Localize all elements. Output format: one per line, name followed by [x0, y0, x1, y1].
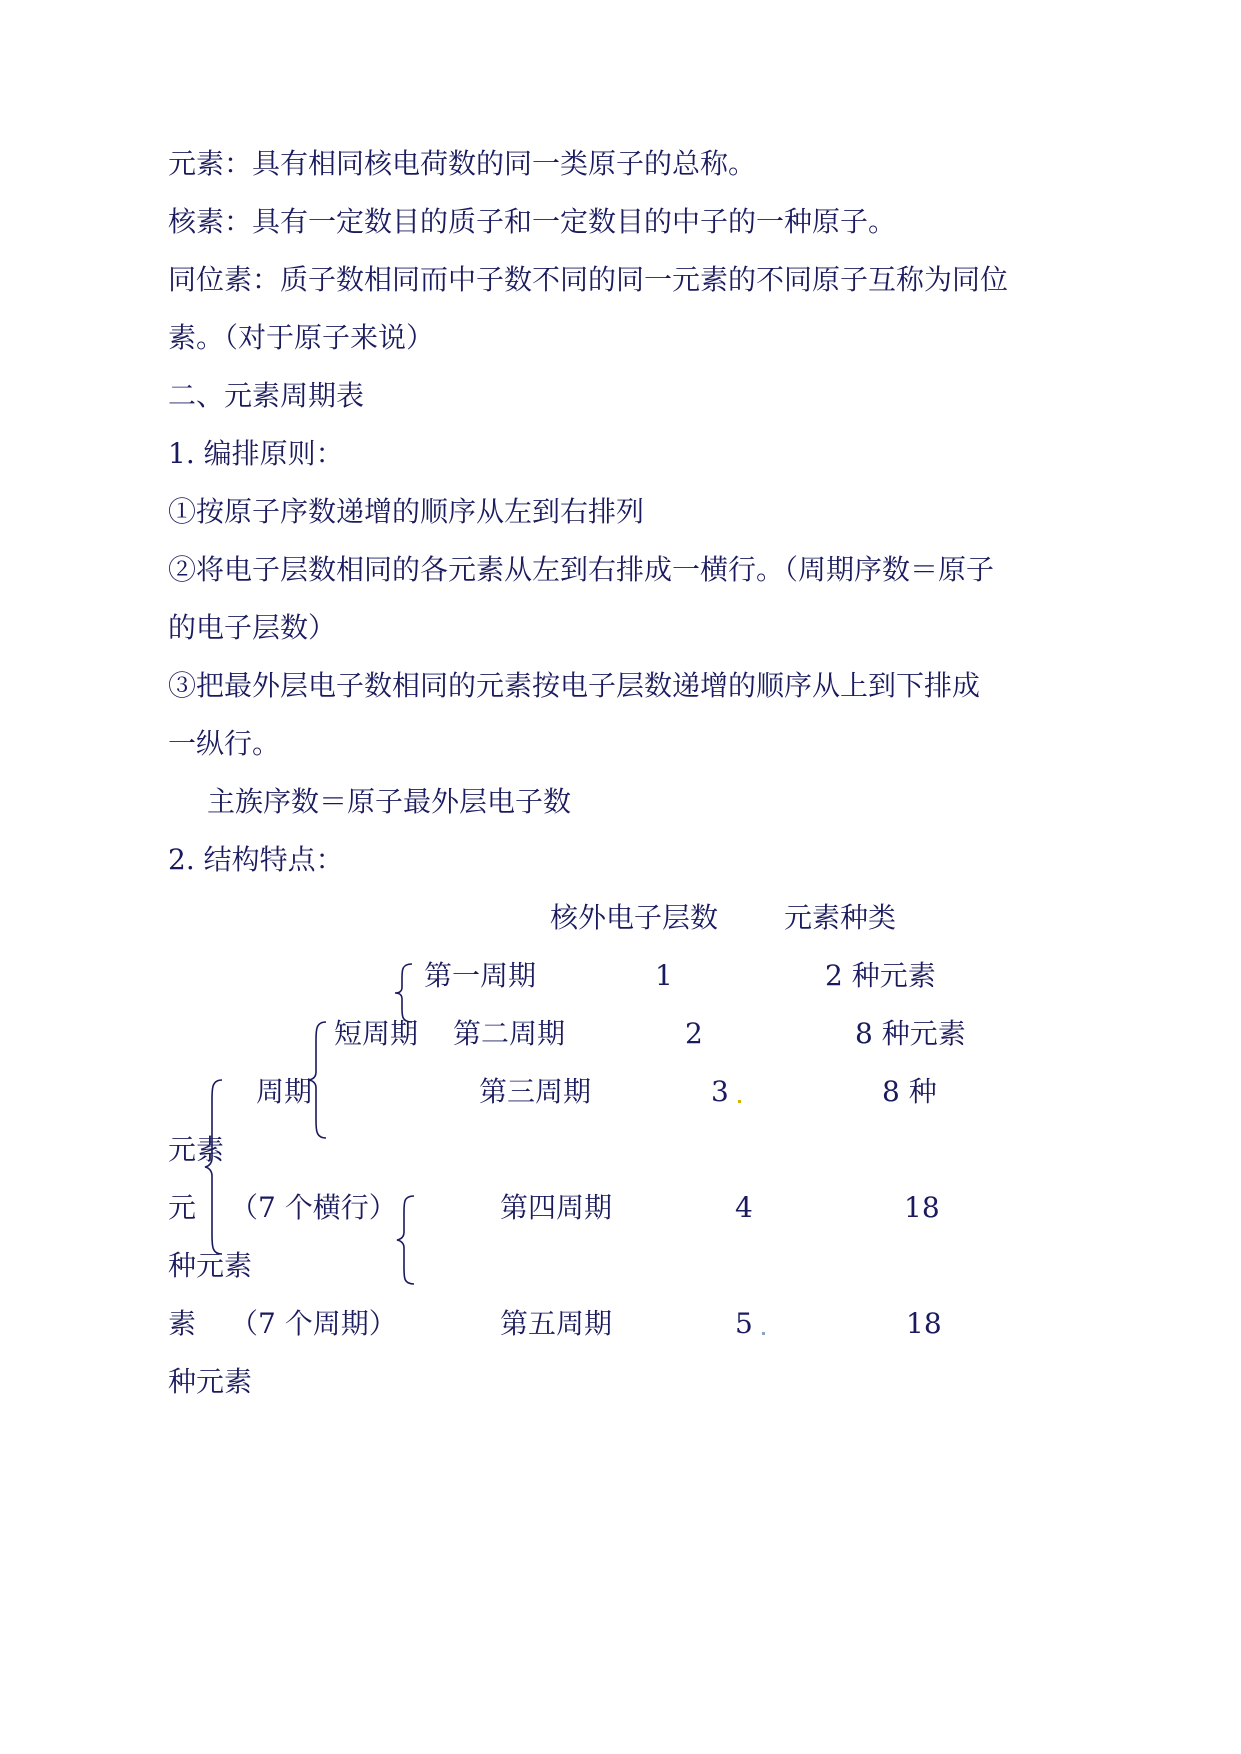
- period-2-name: 第二周期: [453, 1017, 566, 1050]
- period-1-name: 第一周期: [424, 959, 537, 992]
- group-number-rule: 主族序数＝原子最外层电子数: [207, 785, 572, 818]
- stray-dot-2: [762, 1332, 765, 1335]
- definition-isotope-line1: 同位素：质子数相同而中子数不同的同一元素的不同原子互称为同位: [168, 263, 1009, 296]
- period-5-kinds: 18: [906, 1307, 942, 1340]
- brace-element: [202, 1078, 226, 1256]
- definition-nuclide: 核素：具有一定数目的质子和一定数目的中子的一种原子。: [168, 205, 897, 238]
- left-yuan: 元: [168, 1191, 197, 1224]
- left-kind-2: 种元素: [168, 1365, 253, 1398]
- period-3-layers: 3: [711, 1075, 729, 1108]
- period-3-name: 第三周期: [479, 1075, 592, 1108]
- period-5-layers: 5: [735, 1307, 753, 1340]
- rule-3-line1: ③把最外层电子数相同的元素按电子层数递增的顺序从上到下排成: [168, 669, 981, 702]
- structure-title: 2. 结构特点：: [168, 843, 344, 876]
- rule-2-line1: ②将电子层数相同的各元素从左到右排成一横行。（周期序数＝原子: [168, 553, 995, 586]
- period-label: 周期: [256, 1075, 313, 1108]
- period-4-layers: 4: [735, 1191, 753, 1224]
- period-2-kinds: 8 种元素: [855, 1017, 966, 1050]
- rule-1: ①按原子序数递增的顺序从左到右排列: [168, 495, 645, 528]
- short-period-label: 短周期: [334, 1017, 419, 1050]
- period-4-kinds: 18: [904, 1191, 940, 1224]
- period-1-kinds: 2 种元素: [825, 959, 936, 992]
- stray-dot: [738, 1100, 741, 1103]
- header-electron-layers: 核外电子层数: [550, 901, 719, 934]
- section-heading: 二、元素周期表: [168, 379, 365, 412]
- period-3-kinds: 8 种: [882, 1075, 937, 1108]
- rule-3-line2: 一纵行。: [168, 727, 281, 760]
- seven-rows-label: （7 个横行）: [230, 1191, 397, 1224]
- brace-period: [306, 1020, 330, 1140]
- brace-short-period: [392, 962, 416, 1024]
- seven-periods-label: （7 个周期）: [230, 1307, 397, 1340]
- period-1-layers: 1: [655, 959, 673, 992]
- rule-2-line2: 的电子层数）: [168, 611, 337, 644]
- period-2-layers: 2: [685, 1017, 703, 1050]
- brace-long-period: [394, 1194, 418, 1286]
- header-element-kinds: 元素种类: [784, 901, 897, 934]
- left-kind-1: 种元素: [168, 1249, 253, 1282]
- definition-isotope-line2: 素。（对于原子来说）: [168, 321, 435, 354]
- left-su: 素: [168, 1307, 197, 1340]
- period-4-name: 第四周期: [500, 1191, 613, 1224]
- definition-element: 元素：具有相同核电荷数的同一类原子的总称。: [168, 147, 757, 180]
- rules-title: 1. 编排原则：: [168, 437, 344, 470]
- period-5-name: 第五周期: [500, 1307, 613, 1340]
- left-yuan-su: 元素: [168, 1133, 225, 1166]
